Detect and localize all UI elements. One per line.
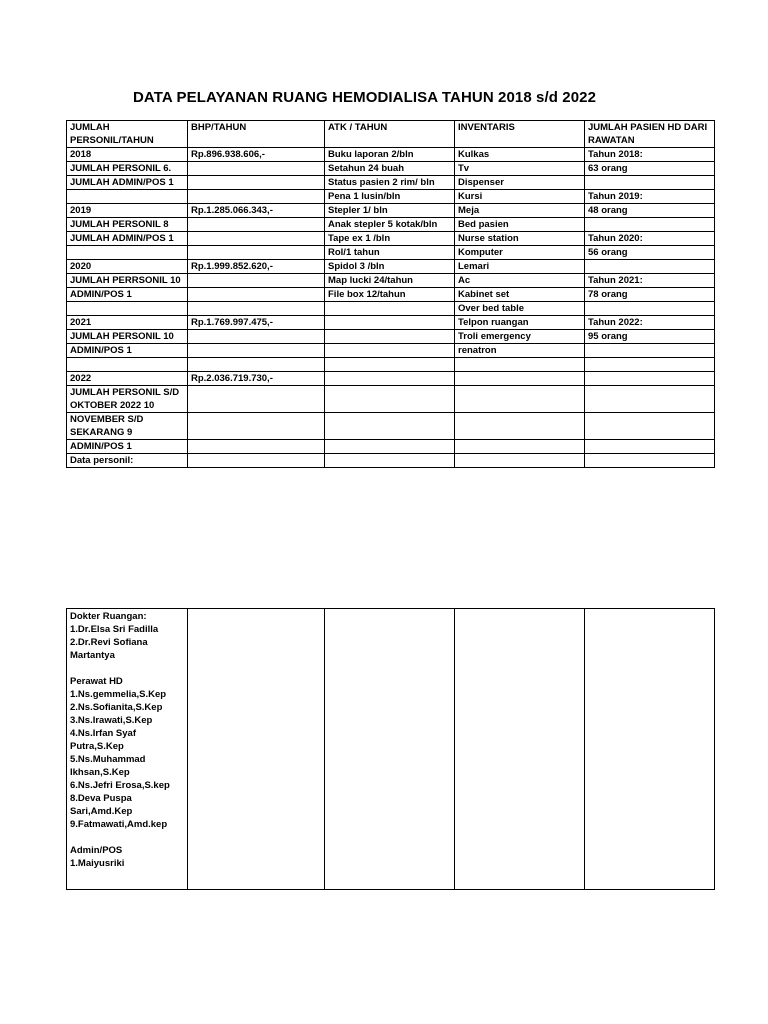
table-row xyxy=(67,162,715,176)
cell-text: Map lucki 24/tahun xyxy=(328,275,413,286)
table-cell xyxy=(455,316,585,330)
table-cell xyxy=(455,232,585,246)
cell-text: Stepler 1/ bln xyxy=(328,205,388,216)
table-cell xyxy=(188,204,325,218)
table-cell xyxy=(188,148,325,162)
table-cell xyxy=(585,413,715,440)
table-row xyxy=(67,440,715,454)
table-cell xyxy=(325,218,455,232)
table-cell xyxy=(585,246,715,260)
table-cell xyxy=(455,302,585,316)
table-cell xyxy=(67,609,188,890)
cell-text: Dispenser xyxy=(458,177,504,188)
cell-text: INVENTARIS xyxy=(458,122,515,133)
table-row xyxy=(67,386,715,413)
table-row xyxy=(67,372,715,386)
table-cell xyxy=(455,190,585,204)
cell-text: Tahun 2019: xyxy=(588,191,643,202)
cell-text: Rp.2.036.719.730,- xyxy=(191,373,273,384)
table-row xyxy=(67,344,715,358)
cell-text: ADMIN/POS 1 xyxy=(70,345,132,356)
cell-text: Nurse station xyxy=(458,233,519,244)
table-cell xyxy=(325,454,455,468)
table-cell xyxy=(67,274,188,288)
cell-text: Tahun 2022: xyxy=(588,317,643,328)
cell-text: Anak stepler 5 kotak/bln xyxy=(328,219,438,230)
table-cell xyxy=(188,190,325,204)
table-cell xyxy=(585,454,715,468)
table-cell xyxy=(455,454,585,468)
cell-text: Telpon ruangan xyxy=(458,317,529,328)
cell-text: NOVEMBER S/D SEKARANG 9 xyxy=(70,414,144,438)
table-cell xyxy=(585,316,715,330)
cell-text: Spidol 3 /bln xyxy=(328,261,385,272)
table-cell xyxy=(455,260,585,274)
cell-text: 63 orang xyxy=(588,163,628,174)
table-cell xyxy=(585,176,715,190)
table-cell xyxy=(188,232,325,246)
column-header xyxy=(67,121,188,148)
cell-text: Setahun 24 buah xyxy=(328,163,405,174)
table-row xyxy=(67,609,715,890)
table-cell xyxy=(325,246,455,260)
table-cell xyxy=(325,274,455,288)
table-cell xyxy=(67,344,188,358)
column-header xyxy=(455,121,585,148)
table-cell xyxy=(455,204,585,218)
table-cell xyxy=(67,372,188,386)
cell-text: JUMLAH PERSONIL 6. xyxy=(70,163,172,174)
table-cell xyxy=(585,232,715,246)
table-cell xyxy=(455,330,585,344)
table-cell xyxy=(585,609,715,890)
table-cell xyxy=(188,162,325,176)
table-cell xyxy=(585,302,715,316)
table-row xyxy=(67,232,715,246)
cell-text: Status pasien 2 rim/ bln xyxy=(328,177,435,188)
table-cell xyxy=(188,609,325,890)
table-cell xyxy=(325,609,455,890)
table-cell xyxy=(455,162,585,176)
cell-text: JUMLAH PERSONIL/TAHUN xyxy=(70,122,154,146)
column-header xyxy=(188,121,325,148)
table-cell xyxy=(325,302,455,316)
table-cell xyxy=(455,176,585,190)
table-cell xyxy=(585,330,715,344)
table-cell xyxy=(585,386,715,413)
column-header xyxy=(585,121,715,148)
cell-text: JUMLAH PERRSONIL 10 xyxy=(70,275,181,286)
table-cell xyxy=(67,148,188,162)
table-cell xyxy=(188,413,325,440)
cell-text: JUMLAH PERSONIL S/D OKTOBER 2022 10 xyxy=(70,387,180,411)
table-row xyxy=(67,288,715,302)
table-cell xyxy=(455,372,585,386)
cell-text: Tahun 2020: xyxy=(588,233,643,244)
cell-text: Troli emergency xyxy=(458,331,531,342)
cell-text: Kulkas xyxy=(458,149,490,160)
table-row xyxy=(67,302,715,316)
cell-text: 2021 xyxy=(70,317,92,328)
cell-text: 48 orang xyxy=(588,205,628,216)
cell-text: Bed pasien xyxy=(458,219,509,230)
table-row xyxy=(67,260,715,274)
table-cell xyxy=(585,162,715,176)
cell-text: JUMLAH PASIEN HD DARI RAWATAN xyxy=(588,122,708,146)
table-cell xyxy=(188,246,325,260)
table-cell xyxy=(585,190,715,204)
cell-text: Over bed table xyxy=(458,303,524,314)
cell-text: Tv xyxy=(458,163,470,174)
cell-text: Rp.1.285.066.343,- xyxy=(191,205,273,216)
table-row xyxy=(67,190,715,204)
table-cell xyxy=(67,246,188,260)
table-cell xyxy=(585,148,715,162)
table-cell xyxy=(67,190,188,204)
table-cell xyxy=(188,330,325,344)
table-row xyxy=(67,274,715,288)
table-cell xyxy=(67,454,188,468)
table-cell xyxy=(67,358,188,372)
cell-text: Rp.1.999.852.620,- xyxy=(191,261,273,272)
table-row xyxy=(67,454,715,468)
cell-text: File box 12/tahun xyxy=(328,289,406,300)
table-cell xyxy=(585,260,715,274)
cell-text: 2018 xyxy=(70,149,92,160)
cell-text: JUMLAH ADMIN/POS 1 xyxy=(70,233,174,244)
table-row xyxy=(67,218,715,232)
table-cell xyxy=(67,316,188,330)
cell-text: Rp.1.769.997.475,- xyxy=(191,317,273,328)
cell-text: Buku laporan 2/bln xyxy=(328,149,414,160)
table-cell xyxy=(188,274,325,288)
table-cell xyxy=(188,386,325,413)
cell-text: 78 orang xyxy=(588,289,628,300)
table-row xyxy=(67,358,715,372)
table-cell xyxy=(325,162,455,176)
column-header xyxy=(325,121,455,148)
table-cell xyxy=(325,440,455,454)
table-cell xyxy=(67,288,188,302)
cell-text: 56 orang xyxy=(588,247,628,258)
service-data-table xyxy=(66,120,715,468)
table-cell xyxy=(325,372,455,386)
table-cell xyxy=(188,358,325,372)
table-cell xyxy=(325,148,455,162)
table-cell xyxy=(188,372,325,386)
table-cell xyxy=(325,204,455,218)
table-cell xyxy=(67,413,188,440)
table-cell xyxy=(325,358,455,372)
table-cell xyxy=(585,372,715,386)
table-row xyxy=(67,246,715,260)
cell-text: Tahun 2021: xyxy=(588,275,643,286)
table-cell xyxy=(67,260,188,274)
cell-text: ADMIN/POS 1 xyxy=(70,289,132,300)
table-cell xyxy=(455,609,585,890)
cell-text: Kursi xyxy=(458,191,483,202)
table-cell xyxy=(325,190,455,204)
table-cell xyxy=(325,176,455,190)
cell-text: Data personil: xyxy=(70,455,134,466)
table-cell xyxy=(455,288,585,302)
table-row xyxy=(67,204,715,218)
table-cell xyxy=(325,232,455,246)
table-cell xyxy=(585,274,715,288)
table-cell xyxy=(188,288,325,302)
cell-text: Tahun 2018: xyxy=(588,149,643,160)
table-cell xyxy=(188,260,325,274)
cell-text: BHP/TAHUN xyxy=(191,122,247,133)
cell-text: 2019 xyxy=(70,205,92,216)
cell-text: Dokter Ruangan: 1.Dr.Elsa Sri Fadilla 2.Dr.Revi Sofiana Martantya Perawat HD 1.Ns.gemmelia,S.Kep 2.Ns.Sofianita,S.Kep 3.Ns.Irawati,S.Kep 4.Ns.Irfan Syaf Putra,S.Kep 5.Ns.Muhammad Ikhsan,S.Kep 6.Ns.Jefri Erosa,S.kep 8.Deva Puspa Sari,Amd.Kep 9.Fatmawati,Amd.kep Admin/POS 1.Maiyusriki xyxy=(70,611,170,869)
table-cell xyxy=(67,204,188,218)
cell-text: Lemari xyxy=(458,261,490,272)
cell-text: Kabinet set xyxy=(458,289,510,300)
table-cell xyxy=(188,344,325,358)
cell-text: Pena 1 lusin/bln xyxy=(328,191,401,202)
table-row xyxy=(67,316,715,330)
cell-text: Komputer xyxy=(458,247,503,258)
table-cell xyxy=(455,386,585,413)
table-cell xyxy=(67,440,188,454)
cell-text: JUMLAH ADMIN/POS 1 xyxy=(70,177,174,188)
table-cell xyxy=(455,413,585,440)
cell-text: 2022 xyxy=(70,373,92,384)
table-cell xyxy=(325,260,455,274)
table-cell xyxy=(188,454,325,468)
table-cell xyxy=(455,148,585,162)
table-cell xyxy=(455,218,585,232)
table-cell xyxy=(585,204,715,218)
table-cell xyxy=(325,288,455,302)
cell-text: 95 orang xyxy=(588,331,628,342)
table-cell xyxy=(325,386,455,413)
table-cell xyxy=(455,440,585,454)
document-title: DATA PELAYANAN RUANG HEMODIALISA TAHUN 2018 s/d 2022 xyxy=(133,89,597,106)
cell-text: renatron xyxy=(458,345,497,356)
table-cell xyxy=(67,302,188,316)
table-cell xyxy=(67,176,188,190)
personnel-table xyxy=(66,608,715,890)
table-cell xyxy=(325,344,455,358)
cell-text: Tape ex 1 /bln xyxy=(328,233,391,244)
table-row xyxy=(67,330,715,344)
cell-text: ATK / TAHUN xyxy=(328,122,388,133)
table-cell xyxy=(455,246,585,260)
table-cell xyxy=(188,302,325,316)
table-row xyxy=(67,148,715,162)
table-cell xyxy=(585,218,715,232)
table-cell xyxy=(67,232,188,246)
table-cell xyxy=(455,358,585,372)
table-cell xyxy=(325,413,455,440)
table-row xyxy=(67,413,715,440)
table-cell xyxy=(325,316,455,330)
cell-text: Ac xyxy=(458,275,471,286)
table-cell xyxy=(188,176,325,190)
table-cell xyxy=(67,218,188,232)
table-header-row xyxy=(67,121,715,148)
cell-text: Meja xyxy=(458,205,480,216)
table-cell xyxy=(188,316,325,330)
table-cell xyxy=(67,386,188,413)
table-cell xyxy=(325,330,455,344)
cell-text: Rp.896.938.606,- xyxy=(191,149,265,160)
table-cell xyxy=(455,274,585,288)
cell-text: JUMLAH PERSONIL 8 xyxy=(70,219,169,230)
table-cell xyxy=(585,344,715,358)
cell-text: JUMLAH PERSONIL 10 xyxy=(70,331,174,342)
table-cell xyxy=(67,162,188,176)
table-cell xyxy=(67,330,188,344)
table-cell xyxy=(585,358,715,372)
table-cell xyxy=(585,440,715,454)
table-row xyxy=(67,176,715,190)
table-cell xyxy=(188,440,325,454)
cell-text: ADMIN/POS 1 xyxy=(70,441,132,452)
cell-text: 2020 xyxy=(70,261,92,272)
table-cell xyxy=(188,218,325,232)
table-cell xyxy=(585,288,715,302)
cell-text: Rol/1 tahun xyxy=(328,247,380,258)
table-cell xyxy=(455,344,585,358)
